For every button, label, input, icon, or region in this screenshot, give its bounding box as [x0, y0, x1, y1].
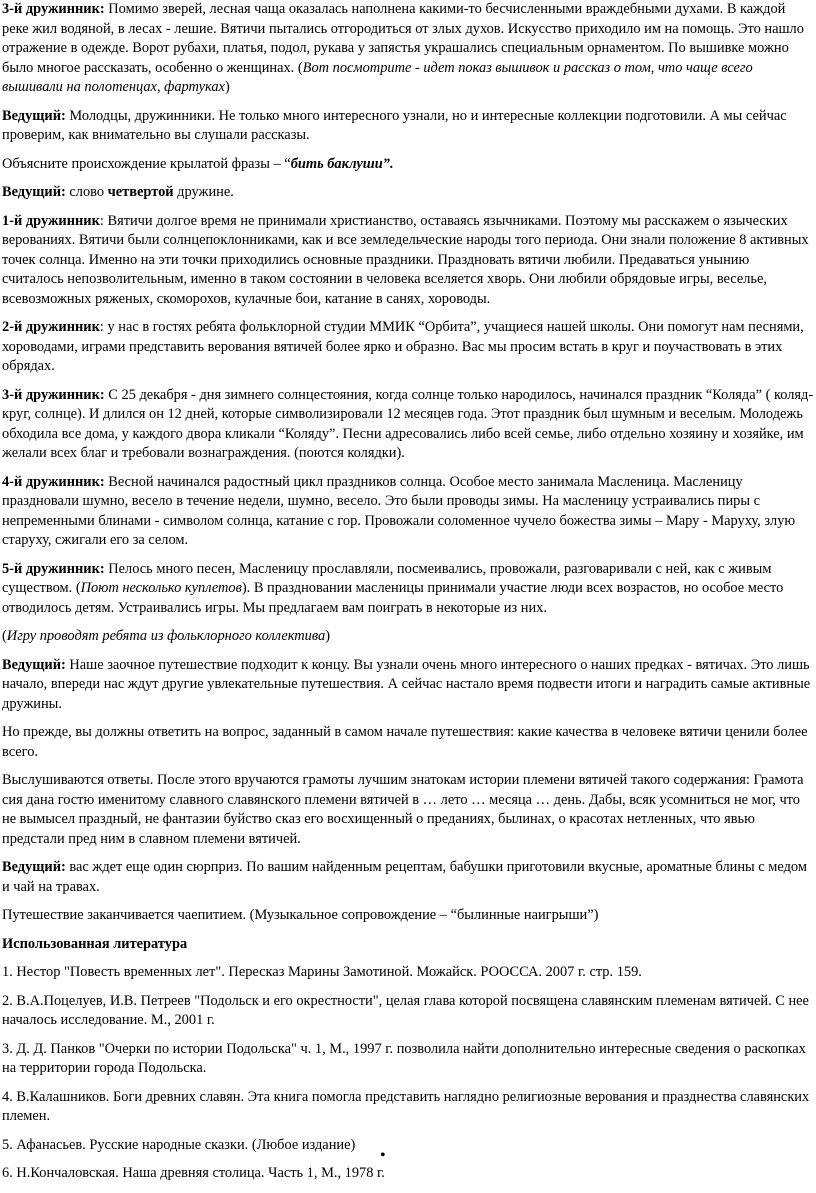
paragraph-text: вас ждет еще один сюрприз. По вашим найденным рецептам, бабушки приготовили вкусные, ароматные блины с медом и чай на травах. — [2, 859, 807, 895]
paragraph-text: Пелось много песен, Масленицу прославляли, посмеивались, провожали, разговаривали с ней, как с живым существом. ( — [2, 560, 772, 596]
paragraph-tail: дружине. — [173, 184, 234, 200]
speaker-label: 5-й дружинник: — [2, 560, 105, 577]
paragraph — [2, 1164, 814, 1184]
paragraph — [2, 1136, 814, 1156]
phrase-text: бить баклуши”. — [290, 155, 394, 172]
paragraph-text: Выслушиваются ответы. После этого вручаются грамоты лучшим знатокам истории племени вятичей такого содержания: Грамота сия дана гостю именитому славного славянского племени вятичей в … лето … месяца … день. Дабы, всяк усомниться не мог, что не вымысел праздный, не фантазии буйство сказ его восхищенный о преданиях, былинах, о красотах нетленных, что явью предстали пред ним в славном племени вятичей. — [2, 772, 804, 847]
paragraph-text: С 25 декабря - дня зимнего солнцестояния, когда солнце только народилось, начинался праздник “Коляда” ( коляд-круг, солнце). И длился он 12 дней, которые символизировали 12 месяцев года. Этот праздник был шумным и веселым. Молодежь обходила все дома, у каждого двора кликали “Коляду”. Песни адресовались либо всей семье, либо отдельно хозяину и хозяйке, им желали всех благ и требовали вознаграждения. (поются колядки). — [2, 386, 814, 461]
paragraph — [2, 627, 814, 647]
speaker-label: Ведущий: — [2, 656, 66, 673]
paragraph-text: ( — [2, 628, 7, 644]
paragraph-text: : у нас в гостях ребята фольклорной студии ММИК “Орбита”, учащиеся нашей школы. Они помогут нам песнями, хороводами, играми представить верования вятичей более ярко и образно. Вас мы просим встать в круг и поучаствовать в этих обрядах. — [2, 319, 804, 374]
paragraph — [2, 723, 814, 762]
speaker-label: 1-й дружинник — [2, 212, 100, 229]
paragraph-text: Наше заочное путешествие подходит к концу. Вы узнали очень много интересного о наших предках - вятичах. Это лишь начало, впереди нас ждут другие увлекательные путешествия. А сейчас настало время подвести итоги и наградить самые активные дружины. — [2, 656, 811, 712]
section-heading — [2, 935, 814, 955]
paragraph-tail: ). В праздновании масленицы принимали участие люди всех возрастов, но особое место отводилось детям. Устраивались игры. Мы предлагаем вам поиграть в некоторые из них. — [2, 580, 784, 616]
paragraph — [2, 318, 814, 377]
paragraph — [2, 212, 814, 310]
paragraph — [2, 473, 814, 551]
speaker-label: Ведущий: — [2, 107, 66, 124]
paragraph — [2, 155, 814, 175]
heading-text: Использованная литература — [2, 935, 188, 952]
bold-text: четвертой — [107, 184, 174, 200]
paragraph — [2, 992, 814, 1031]
paragraph-text: Но прежде, вы должны ответить на вопрос, заданный в самом начале путешествия: какие качества в человеке вятичи ценили более всего. — [2, 724, 808, 760]
paragraph — [2, 1040, 814, 1079]
paragraph — [2, 560, 814, 619]
paragraph — [2, 1088, 814, 1127]
paragraph-text: : Вятичи долгое время не принимали христианство, оставаясь язычниками. Поэтому мы расскажем о языческих верованиях. Вятичи были солнцепоклонниками, как и все земледельческие народы того периода. Они знали положение 8 активных точек солнца. Именно на эти точки приходились основные праздники. Праздновать вятичи любили. Предаваться унынию считалось непозволительным, именно в таком состоянии в человека вселяется хворь. Они любили обрядовые игры, веселье, всевозможных ряженых, скоморохов, кулачные бои, катание в санях, хороводы. — [2, 212, 809, 307]
paragraph-text: 3. Д. Д. Панков "Очерки по истории Подольска" ч. 1, М., 1997 г. позволила найти дополнительно интересные сведения о раскопках на территории города Подольска. — [2, 1040, 806, 1076]
paragraph-text: слово — [65, 184, 108, 200]
paragraph — [2, 906, 814, 926]
paragraph — [2, 386, 814, 464]
italic-note: Вот посмотрите - идет показ вышивок и рассказ о том, что чаще всего вышивали на полотенцах, фартуках — [2, 59, 753, 95]
paragraph-text: Весной начинался радостный цикл праздников солнца. Особое место занимала Масленица. Масленицу праздновали шумно, весело в течение недели, шумно, весело. Это были проводы зимы. На масленицу устраивались пиры с непременными блинами - символом солнца, катание с гор. Провожали соломенное чучело божества зимы – Мару - Маруху, злую старуху, сжигали его за селом. — [2, 473, 796, 548]
paragraph-tail: ) — [224, 79, 230, 95]
paragraph-text: 6. Н.Кончаловская. Наша древняя столица. Часть 1, М., 1978 г. — [2, 1165, 385, 1181]
paragraph — [2, 183, 814, 203]
paragraph — [2, 0, 814, 98]
paragraph — [2, 656, 814, 715]
paragraph — [2, 771, 814, 849]
paragraph-text: 4. В.Калашников. Боги древних славян. Эта книга помогла представить наглядно религиозные верования и празднества славянских племен. — [2, 1088, 810, 1124]
paragraph-text: Объясните происхождение крылатой фразы – “ — [2, 155, 291, 172]
paragraph-text: 2. В.А.Поцелуев, И.В. Петреев "Подольск и его окрестности", целая глава которой посвящена славянским племенам вятичей. С нее началось исследование. М., 2001 г. — [2, 992, 809, 1028]
paragraph — [2, 107, 814, 146]
italic-note: Поют несколько куплетов — [80, 580, 242, 596]
speaker-label: 3-й дружинник: — [2, 386, 105, 403]
speaker-label: Ведущий: — [2, 184, 66, 200]
speaker-label: 2-й дружинник — [2, 319, 100, 335]
paragraph-text: 5. Афанасьев. Русские народные сказки. (Любое издание) — [2, 1136, 356, 1153]
paragraph-text: Путешествие заканчивается чаепитием. (Музыкальное сопровождение – “былинные наигрыши”) — [2, 907, 599, 923]
paragraph-text: 1. Нестор "Повесть временных лет". Пересказ Марины Замотиной. Можайск. РООССА. 2007 г. стр. 159. — [2, 964, 642, 980]
paragraph-text: Молодцы, дружинники. Не только много интересного узнали, но и интересные коллекции подготовили. А мы сейчас проверим, как внимательно вы слушали рассказы. — [2, 107, 787, 143]
paragraph-tail: ) — [325, 628, 331, 644]
speaker-label: 4-й дружинник: — [2, 473, 105, 490]
paragraph-text: Помимо зверей, лесная чаща оказалась наполнена какими-то бесчисленными враждебными духами. В каждой реке жил водяной, в лесах - лешие. Вятичи пытались отгородиться от злых духов. Искусство приходило им на помощь. Это нашло отражение в одежде. Ворот рубахи, платья, подол, рукава у запястья украшались специальным орнаментом. По вышивке можно было многое рассказать, особенно о женщинах. ( — [2, 1, 804, 76]
speaker-label: Ведущий: — [2, 859, 66, 875]
paragraph — [2, 963, 814, 983]
speaker-label: 3-й дружинник: — [2, 1, 105, 17]
italic-note: Игру проводят ребята из фольклорного коллектива — [6, 628, 326, 644]
paragraph — [2, 858, 814, 897]
page-bullet: • — [380, 1147, 386, 1164]
document-body — [2, 0, 814, 1193]
